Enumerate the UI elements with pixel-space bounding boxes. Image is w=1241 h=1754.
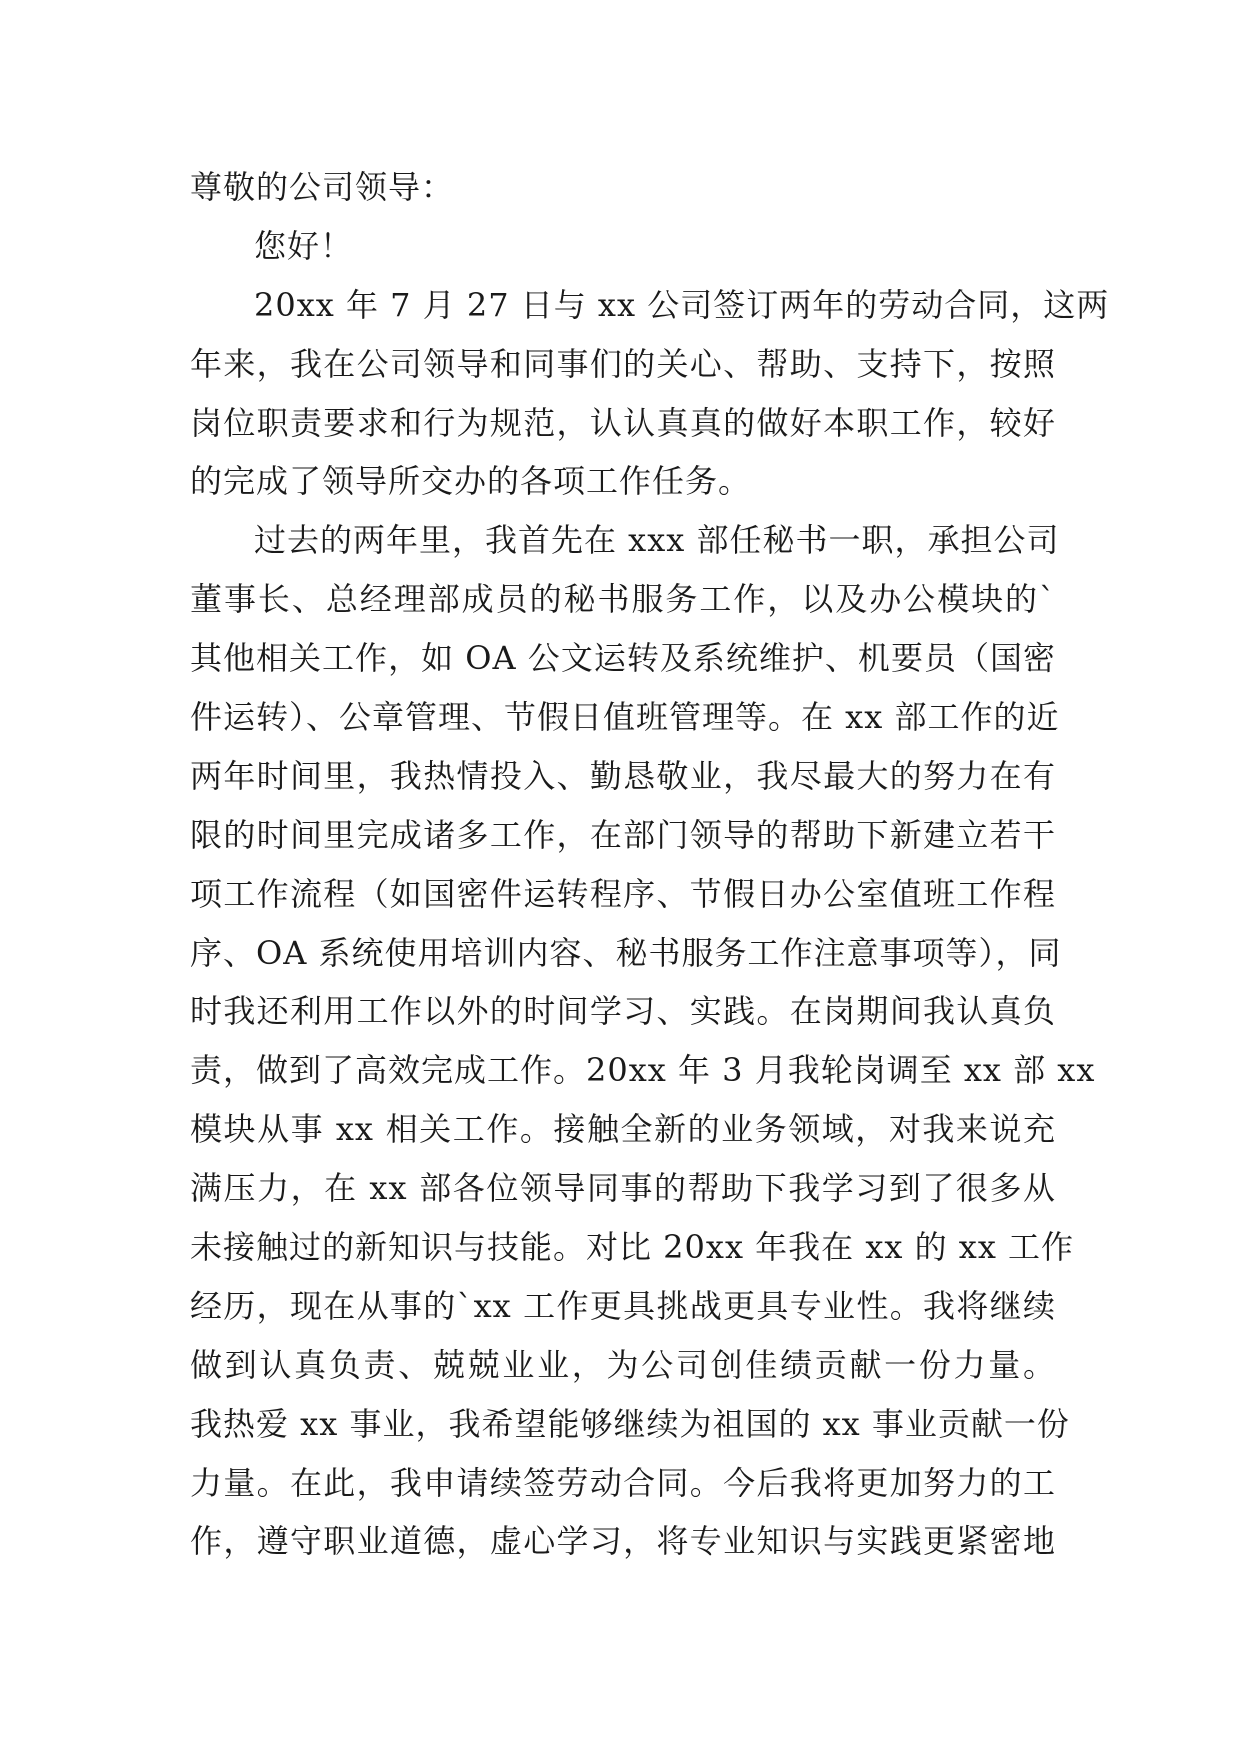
text-line: 限的时间里完成诸多工作，在部门领导的帮助下新建立若干 [190, 815, 1056, 854]
text-line: 岗位职责要求和行为规范，认认真真的做好本职工作，较好 [190, 403, 1056, 442]
salutation: 尊敬的公司领导： [190, 168, 455, 206]
text-line: 项工作流程（如国密件运转程序、节假日办公室值班工作程 [190, 874, 1056, 913]
text-line: 20xx 年 7 月 27 日与 xx 公司签订两年的劳动合同，这两 [254, 285, 1110, 324]
text-line: 其他相关工作，如 OA 公文运转及系统维护、机要员（国密 [190, 639, 1056, 678]
text-line: 经历，现在从事的`xx 工作更具挑战更具专业性。我将继续 [190, 1286, 1056, 1325]
text-line: 序、OA 系统使用培训内容、秘书服务工作注意事项等），同 [190, 933, 1062, 972]
letter-body [190, 158, 1110, 1571]
text-line: 满压力，在 xx 部各位领导同事的帮助下我学习到了很多从 [190, 1169, 1056, 1208]
text-line: 做到认真负责、兢兢业业，为公司创佳绩贡献一份力量。 [190, 1345, 1056, 1384]
text-line: 年来，我在公司领导和同事们的关心、帮助、支持下，按照 [190, 344, 1056, 383]
text-line: 的完成了领导所交办的各项工作任务。 [190, 462, 752, 501]
text-line: 力量。在此，我申请续签劳动合同。今后我将更加努力的工 [190, 1463, 1056, 1502]
greeting: 您好！ [254, 226, 354, 265]
text-line: 过去的两年里，我首先在 xxx 部任秘书一职，承担公司 [254, 521, 1060, 560]
text-line: 作，遵守职业道德，虚心学习，将专业知识与实践更紧密地 [190, 1522, 1056, 1561]
text-line: 件运转）、公章管理、节假日值班管理等。在 xx 部工作的近 [190, 698, 1060, 737]
text-line: 模块从事 xx 相关工作。接触全新的业务领域，对我来说充 [190, 1110, 1056, 1149]
text-line: 我热爱 xx 事业，我希望能够继续为祖国的 xx 事业贡献一份 [190, 1404, 1070, 1443]
text-line: 时我还利用工作以外的时间学习、实践。在岗期间我认真负 [190, 992, 1056, 1031]
text-line: 两年时间里，我热情投入、勤恳敬业，我尽最大的努力在有 [190, 756, 1056, 795]
text-line: 未接触过的新知识与技能。对比 20xx 年我在 xx 的 xx 工作 [190, 1228, 1075, 1267]
text-line: 责，做到了高效完成工作。20xx 年 3 月我轮岗调至 xx 部 xx [190, 1051, 1096, 1090]
text-line: 董事长、总经理部成员的秘书服务工作，以及办公模块的` [190, 580, 1056, 619]
